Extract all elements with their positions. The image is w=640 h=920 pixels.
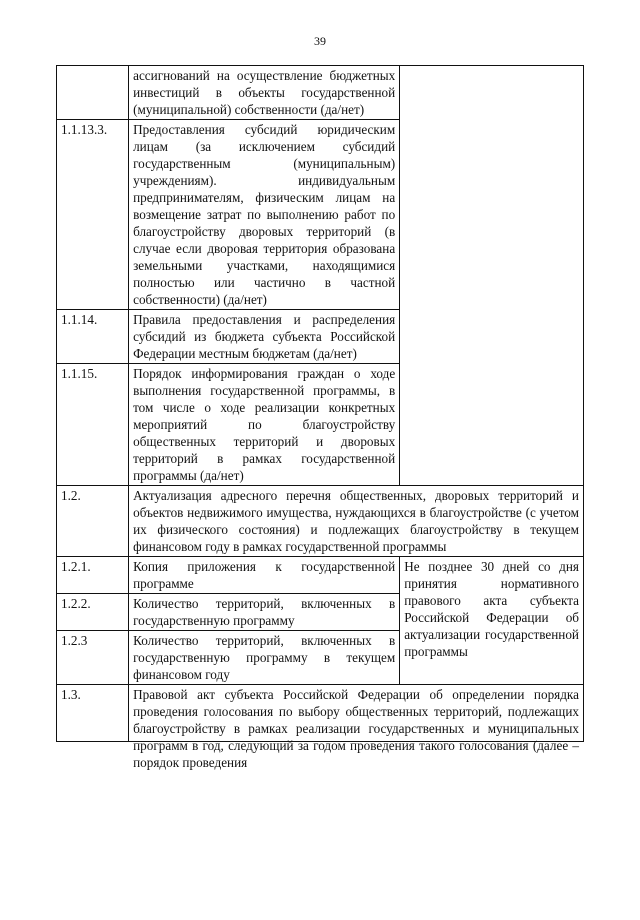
row-text: Правила предоставления и распределения субсидий из бюджета субъекта Российской Федерации местным бюджетам (да/нет) [129, 310, 400, 364]
row-number: 1.1.15. [57, 364, 129, 486]
table-row [57, 557, 584, 594]
table-row [57, 66, 584, 120]
row-number: 1.2. [57, 486, 129, 557]
row-number: 1.2.3 [57, 631, 129, 685]
row-text-cut [129, 685, 584, 770]
row-text: Порядок информирования граждан о ходе выполнения государственной программы, в том числе о ходе реализации конкретных мероприятий по благоустройству общественных территорий и дворовых территорий в рамках государственной программы (да/нет) [129, 364, 400, 486]
table-row [57, 685, 584, 742]
row-text: Количество территорий, включенных в государственную программу в текущем финансовом году [129, 631, 400, 685]
row-text: Актуализация адресного перечня общественных, дворовых территорий и объектов недвижимого имущества, нуждающихся в благоустройстве (с учетом их физического состояния) и подлежащих благоустройству в текущем финансовом году в рамках государственной программы [129, 486, 584, 557]
row-text: Количество территорий, включенных в государственную программу [129, 594, 400, 631]
document-table [56, 65, 584, 770]
row-text: Правовой акт субъекта Российской Федерации об определении порядка проведения голосования по выбору общественных территорий, подлежащих благоустройству в рамках реализации государственных и муниципальных программ в год, следующий за годом проведения такого голосования (далее – порядок проведения [133, 687, 579, 770]
row-number [57, 66, 129, 120]
row-number: 1.2.1. [57, 557, 129, 594]
deadline-cell-empty [400, 66, 584, 486]
row-number: 1.1.14. [57, 310, 129, 364]
table-row [57, 486, 584, 557]
row-text: Копия приложения к государственной программе [129, 557, 400, 594]
page-number: 39 [314, 34, 326, 48]
deadline-cell: Не позднее 30 дней со дня принятия нормативного правового акта субъекта Российской Федерации об актуализации государственной программы [400, 557, 584, 685]
row-text: ассигнований на осуществление бюджетных инвестиций в объекты государственной (муниципальной) собственности (да/нет) [129, 66, 400, 120]
row-number: 1.1.13.3. [57, 120, 129, 310]
row-text: Предоставления субсидий юридическим лицам (за исключением субсидий государственным (муниципальным) учреждениям). индивидуальным предпринимателям, физическим лицам на возмещение затрат по выполнению работ по благоустройству дворовых территорий (в случае если дворовая территория образована земельными участками, находящимися полностью или частично в частной собственности) (да/нет) [129, 120, 400, 310]
row-number: 1.3. [57, 685, 129, 742]
row-number: 1.2.2. [57, 594, 129, 631]
